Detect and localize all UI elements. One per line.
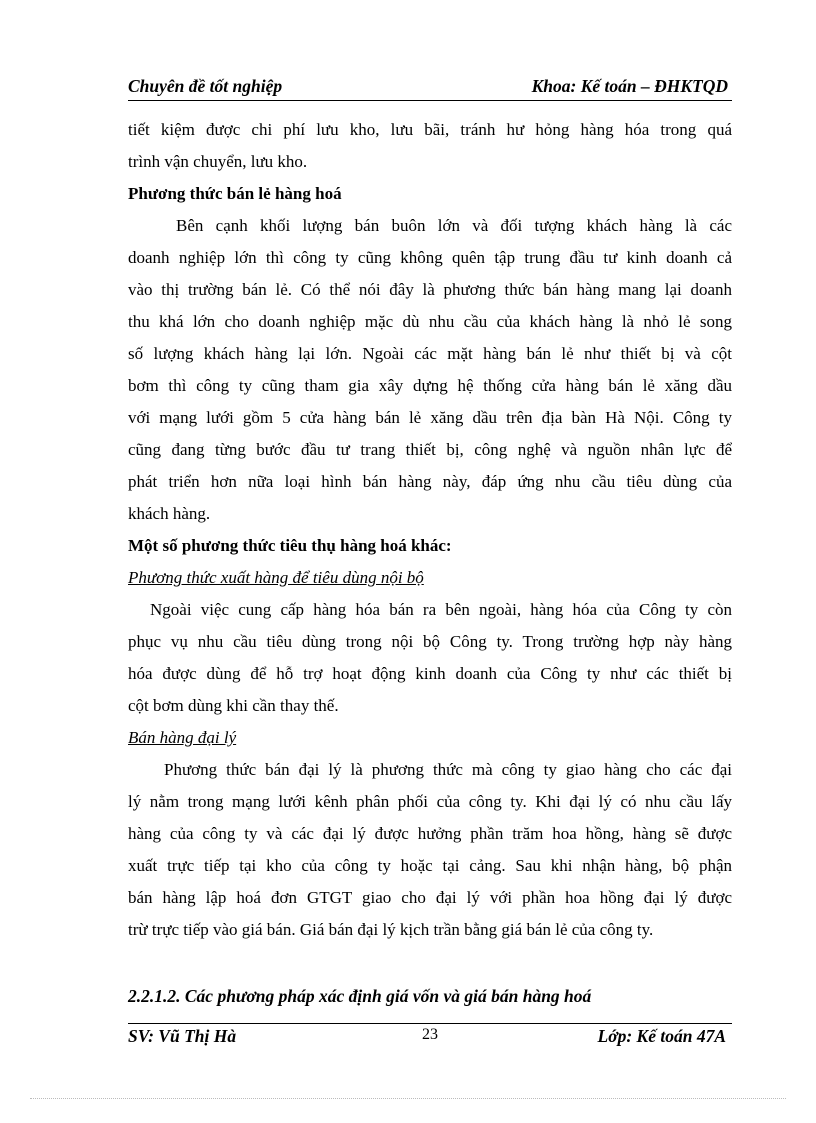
page-footer: [128, 1023, 732, 1050]
body-line: trình vận chuyển, lưu kho.: [128, 152, 308, 171]
page-number: 23: [422, 1026, 438, 1043]
body-line: lý nằm trong mạng lưới kênh phân phối của công ty. Khi đại lý có nhu cầu lấy: [128, 792, 732, 811]
footer-class: Lớp: Kế toán 47A: [597, 1026, 726, 1046]
body-line: phục vụ nhu cầu tiêu dùng trong nội bộ Công ty. Trong trường hợp này hàng: [128, 632, 732, 651]
subsection-heading: Phương thức xuất hàng để tiêu dùng nội bộ: [128, 568, 424, 587]
header-left: Chuyên đề tốt nghiệp: [128, 76, 283, 96]
section-heading: Phương thức bán lẻ hàng hoá: [128, 184, 342, 203]
chapter-heading: 2.2.1.2. Các phương pháp xác định giá vốn và giá bán hàng hoá: [128, 986, 592, 1006]
section-heading: Một số phương thức tiêu thụ hàng hoá khác:: [128, 536, 452, 555]
page-header: [128, 74, 732, 101]
body-line: vào thị trường bán lẻ. Có thể nói đây là phương thức bán hàng mang lại doanh: [128, 280, 732, 299]
body-line: hàng của công ty và các đại lý được hưởng phần trăm hoa hồng, hàng sẽ được: [128, 824, 732, 843]
body-line: bán hàng lập hoá đơn GTGT giao cho đại lý với phần hoa hồng đại lý được: [128, 888, 732, 907]
body-line: với mạng lưới gồm 5 cửa hàng bán lẻ xăng dầu trên địa bàn Hà Nội. Công ty: [128, 408, 732, 427]
body-line: hóa được dùng để hỗ trợ hoạt động kinh doanh của Công ty như các thiết bị: [128, 664, 732, 683]
body-line: phát triển hơn nữa loại hình bán hàng này, đáp ứng nhu cầu tiêu dùng của: [128, 472, 732, 491]
body-line: cột bơm dùng khi cần thay thế.: [128, 696, 339, 715]
body-line: Phương thức bán đại lý là phương thức mà công ty giao hàng cho các đại: [164, 760, 732, 779]
body-line: trừ trực tiếp vào giá bán. Giá bán đại lý kịch trần bằng giá bán lẻ của công ty.: [128, 920, 654, 939]
body-line: Bên cạnh khối lượng bán buôn lớn và đối tượng khách hàng là các: [176, 216, 732, 235]
body-line: cũng đang từng bước đầu tư trang thiết bị, công nghệ và nguồn nhân lực để: [128, 440, 732, 459]
body-line: Ngoài việc cung cấp hàng hóa bán ra bên ngoài, hàng hóa của Công ty còn: [150, 600, 732, 619]
page-bottom-divider: [30, 1098, 786, 1099]
body-line: khách hàng.: [128, 504, 211, 523]
body-line: thu khá lớn cho doanh nghiệp mặc dù nhu cầu của khách hàng là nhỏ lẻ song: [128, 312, 732, 331]
body-line: bơm thì công ty cũng tham gia xây dựng hệ thống cửa hàng bán lẻ xăng dầu: [128, 376, 732, 395]
body-line: số lượng khách hàng lại lớn. Ngoài các mặt hàng bán lẻ như thiết bị và cột: [128, 344, 732, 363]
body-line: doanh nghiệp lớn thì công ty cũng không quên tập trung đầu tư kinh doanh cả: [128, 248, 732, 267]
subsection-heading: Bán hàng đại lý: [128, 728, 237, 747]
body-line: tiết kiệm được chi phí lưu kho, lưu bãi, tránh hư hỏng hàng hóa trong quá: [128, 120, 732, 139]
footer-author: SV: Vũ Thị Hà: [128, 1026, 237, 1046]
header-right: Khoa: Kế toán – ĐHKTQD: [531, 76, 728, 96]
body-line: xuất trực tiếp tại kho của công ty hoặc tại cảng. Sau khi nhận hàng, bộ phận: [128, 856, 732, 875]
